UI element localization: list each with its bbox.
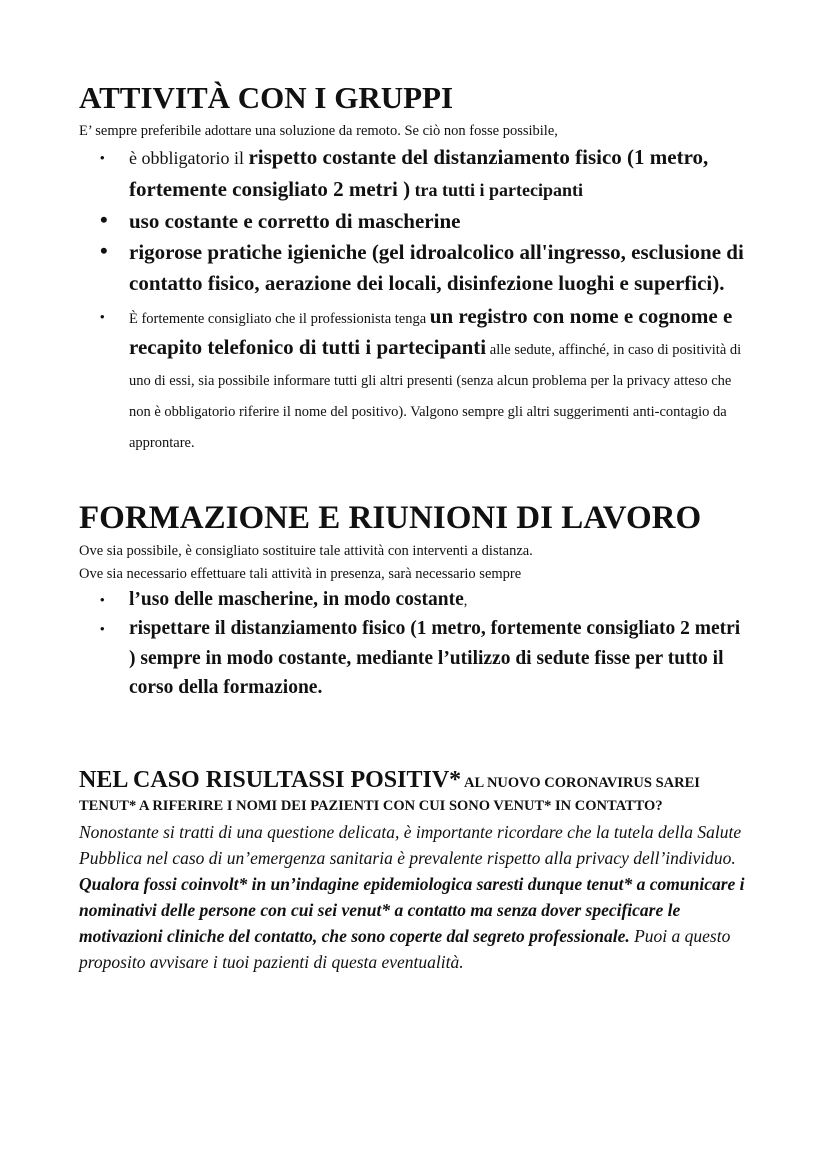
section2-title: FORMAZIONE E RIUNIONI DI LAVORO bbox=[79, 500, 702, 537]
bullet: • bbox=[100, 621, 105, 637]
list-item-bold: rispettare il distanziamento fisico (1 metro, fortemente consigliato 2 metri ) sempre in modo costante, mediante l’utilizzo di sedute fisse per tutto il corso della formazione. bbox=[129, 618, 741, 699]
list-item-bold: un registro con nome e cognome e recapito telefonico di tutti i partecipanti bbox=[129, 304, 733, 360]
section3-paragraph bbox=[79, 819, 749, 975]
section3-title-small: AL NUOVO CORONAVIRUS SAREI TENUT* A RIFERIRE I NOMI DEI PAZIENTI CON CUI SONO VENUT* IN CONTATTO? bbox=[79, 774, 700, 815]
section1-intro: E’ sempre preferibile adottare una soluzione da remoto. Se ciò non fosse possibile, bbox=[79, 122, 558, 139]
bullet: • bbox=[100, 238, 108, 264]
list-item-bold: rigorose pratiche igieniche (gel idroalcolico all'ingresso, esclusione di contatto fisico, aerazione dei locali, disinfezione luoghi e superfici). bbox=[129, 240, 744, 296]
section1-list bbox=[79, 142, 749, 456]
list-item bbox=[79, 585, 749, 615]
paragraph-text: Puoi a questo proposito avvisare i tuoi pazienti di questa eventualità. bbox=[79, 925, 731, 972]
list-item bbox=[79, 142, 749, 206]
list-item-text: È fortemente consigliato che il professionista tenga bbox=[129, 311, 430, 328]
section2-line2: Ove sia necessario effettuare tali attività in presenza, sarà necessario sempre bbox=[79, 565, 522, 582]
bullet: • bbox=[100, 150, 105, 166]
bullet: • bbox=[100, 591, 105, 607]
section3-title-big: NEL CASO RISULTASSI POSITIV* bbox=[79, 766, 462, 793]
list-item bbox=[79, 206, 749, 237]
bullet: • bbox=[100, 207, 108, 233]
section3-title bbox=[79, 765, 749, 817]
list-item bbox=[79, 237, 749, 299]
section2-list bbox=[79, 585, 749, 703]
list-item-text: è obbligatorio il bbox=[129, 148, 249, 169]
paragraph-bold: Qualora fossi coinvolt* in un’indagine epidemiologica saresti dunque tenut* a comunicare i nominativi delle persone con cui sei venut* a contatto ma senza dover specificare le motivazioni cliniche del contatto, che sono coperte dal segreto professionale. bbox=[79, 873, 745, 946]
bullet: • bbox=[100, 309, 105, 325]
list-item bbox=[79, 614, 749, 703]
paragraph-text: Nonostante si tratti di una questione delicata, è importante ricordare che la tutela della Salute Pubblica nel caso di un’emergenza sanitaria è prevalente rispetto alla privacy dell’individuo. bbox=[79, 821, 742, 868]
list-item-text: , bbox=[463, 592, 468, 609]
section1-title: ATTIVITÀ CON I GRUPPI bbox=[79, 80, 454, 115]
list-item-bold: rispetto costante del distanziamento fisico (1 metro, fortemente consigliato 2 metri ) bbox=[129, 145, 709, 202]
list-item-bold: uso costante e corretto di mascherine bbox=[129, 209, 461, 234]
list-item bbox=[79, 301, 749, 456]
list-item-text: alle sedute, affinché, in caso di positività di uno di essi, sia possibile informare tutti gli altri presenti (senza alcun problema per la privacy atteso che non è obbligatorio riferire il nome del positivo). Valgono sempre gli altri suggerimenti anti-contagio da approntare. bbox=[129, 342, 742, 452]
list-item-bold: l’uso delle mascherine, in modo costante bbox=[129, 588, 464, 610]
list-item-text: tra tutti i partecipanti bbox=[410, 180, 584, 201]
document-page bbox=[79, 80, 749, 975]
section2-line1: Ove sia possibile, è consigliato sostituire tale attività con interventi a distanza. bbox=[79, 543, 533, 560]
